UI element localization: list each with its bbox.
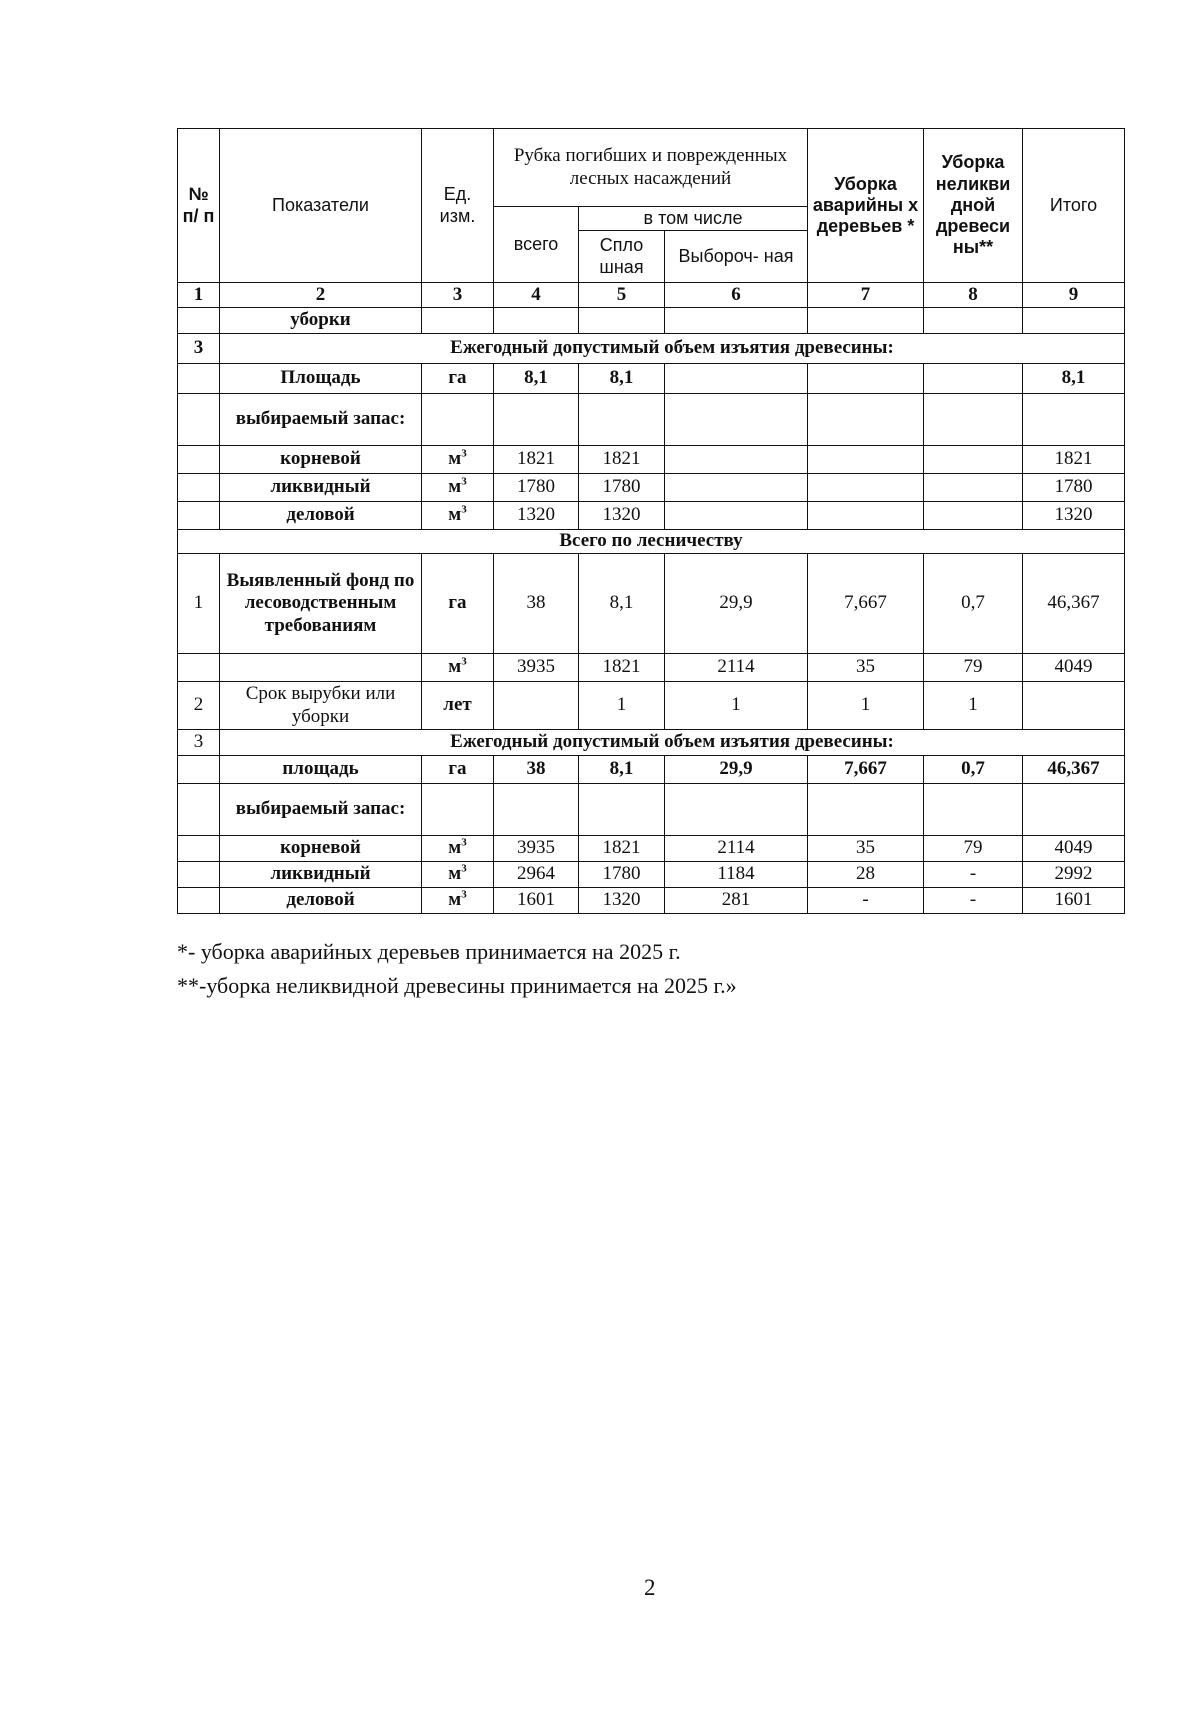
table-row — [178, 474, 1125, 502]
value-emergency: 35 — [808, 836, 924, 862]
value-total: 46,367 — [1023, 756, 1125, 784]
unit-cell: $м^3$ — [422, 654, 494, 682]
row-label: уборки — [220, 308, 422, 334]
value-clear: 1780 — [579, 862, 665, 888]
table-row — [178, 756, 1125, 784]
header-col-felling: Рубка погибших и поврежденных лесных насаждений — [494, 129, 808, 207]
index-cell: 8 — [924, 283, 1023, 308]
header-col-illiquid: Уборка неликви дной древеси ны** — [924, 129, 1023, 283]
header-col-indicators: Показатели — [220, 129, 422, 283]
value-illiquid: 0,7 — [924, 554, 1023, 654]
value-emergency: 35 — [808, 654, 924, 682]
header-all: всего — [494, 207, 579, 283]
unit-cell: $м^3$ — [422, 888, 494, 914]
value-emergency: 7,667 — [808, 756, 924, 784]
value-selective: 1 — [665, 682, 808, 730]
index-cell: 4 — [494, 283, 579, 308]
header-col-emergency: Уборка аварийны х деревьев * — [808, 129, 924, 283]
table-row — [178, 554, 1125, 654]
index-cell: 2 — [220, 283, 422, 308]
value-total: 8,1 — [1023, 364, 1125, 394]
value-clear: 1821 — [579, 836, 665, 862]
value-illiquid: 79 — [924, 654, 1023, 682]
value-clear: 1320 — [579, 502, 665, 530]
header-col-unit: Ед. изм. — [422, 129, 494, 283]
header-selective: Выбороч- ная — [665, 231, 808, 283]
value-clear: 1320 — [579, 888, 665, 914]
row-label: площадь — [220, 756, 422, 784]
row-label: деловой — [220, 502, 422, 530]
footnotes — [177, 935, 737, 1003]
value-emergency: - — [808, 888, 924, 914]
value-clear: 8,1 — [579, 554, 665, 654]
value-all: 38 — [494, 756, 579, 784]
value-clear: 1821 — [579, 654, 665, 682]
table-row — [178, 784, 1125, 836]
value-total: 1601 — [1023, 888, 1125, 914]
index-cell: 3 — [422, 283, 494, 308]
index-cell: 7 — [808, 283, 924, 308]
section-title: Ежегодный допустимый объем изъятия древесины: — [220, 730, 1125, 756]
section-number: 3 — [178, 730, 220, 756]
forest-report-table — [177, 128, 1125, 914]
value-emergency: 1 — [808, 682, 924, 730]
value-all: 1821 — [494, 446, 579, 474]
value-all: 1320 — [494, 502, 579, 530]
row-number: 1 — [178, 554, 220, 654]
value-total: 2992 — [1023, 862, 1125, 888]
unit-cell: $м^3$ — [422, 502, 494, 530]
unit-cell: га — [422, 756, 494, 784]
header-clear: Спло шная — [579, 231, 665, 283]
value-illiquid: 1 — [924, 682, 1023, 730]
table-row — [178, 446, 1125, 474]
header-incl: в том числе — [579, 207, 808, 231]
section-title: Ежегодный допустимый объем изъятия древесины: — [220, 334, 1125, 364]
table-row — [178, 888, 1125, 914]
row-label: ликвидный — [220, 474, 422, 502]
value-all: 3935 — [494, 654, 579, 682]
value-total: 1821 — [1023, 446, 1125, 474]
value-clear: 8,1 — [579, 756, 665, 784]
table-row — [178, 364, 1125, 394]
page-number: 2 — [644, 1575, 656, 1600]
table-row — [178, 682, 1125, 730]
value-total: 1320 — [1023, 502, 1125, 530]
header-col-total: Итого — [1023, 129, 1125, 283]
unit-cell: га — [422, 554, 494, 654]
value-emergency: 28 — [808, 862, 924, 888]
value-clear: 8,1 — [579, 364, 665, 394]
value-all: 1780 — [494, 474, 579, 502]
unit-cell: га — [422, 364, 494, 394]
unit-cell: $м^3$ — [422, 862, 494, 888]
index-cell: 6 — [665, 283, 808, 308]
table-row — [178, 502, 1125, 530]
table-row — [178, 308, 1125, 334]
value-selective: 29,9 — [665, 554, 808, 654]
value-clear: 1 — [579, 682, 665, 730]
unit-cell: $м^3$ — [422, 836, 494, 862]
value-all: 3935 — [494, 836, 579, 862]
table-row — [178, 654, 1125, 682]
row-label: корневой — [220, 836, 422, 862]
row-label: деловой — [220, 888, 422, 914]
value-selective: 2114 — [665, 654, 808, 682]
value-illiquid: 0,7 — [924, 756, 1023, 784]
table-row — [178, 862, 1125, 888]
value-total: 4049 — [1023, 836, 1125, 862]
unit-cell: лет — [422, 682, 494, 730]
index-cell: 5 — [579, 283, 665, 308]
footnote-illiquid: **-уборка неликвидной древесины принимается на 2025 г.» — [177, 973, 737, 999]
value-selective: 281 — [665, 888, 808, 914]
value-all: 1601 — [494, 888, 579, 914]
row-label: Срок вырубки или уборки — [220, 682, 422, 730]
value-illiquid: 79 — [924, 836, 1023, 862]
value-selective: 2114 — [665, 836, 808, 862]
value-selective: 29,9 — [665, 756, 808, 784]
value-all: 38 — [494, 554, 579, 654]
table-row — [178, 394, 1125, 446]
value-selective: 1184 — [665, 862, 808, 888]
value-clear: 1780 — [579, 474, 665, 502]
value-total: 4049 — [1023, 654, 1125, 682]
value-clear: 1821 — [579, 446, 665, 474]
value-total: 46,367 — [1023, 554, 1125, 654]
row-label: корневой — [220, 446, 422, 474]
value-emergency: 7,667 — [808, 554, 924, 654]
row-label: Выявленный фонд по лесоводственным требованиям — [220, 554, 422, 654]
row-label: Площадь — [220, 364, 422, 394]
footnote-emergency: *- уборка аварийных деревьев принимается на 2025 г. — [177, 939, 681, 964]
section-number: 3 — [178, 334, 220, 364]
index-cell: 1 — [178, 283, 220, 308]
row-number: 2 — [178, 682, 220, 730]
value-illiquid: - — [924, 862, 1023, 888]
index-cell: 9 — [1023, 283, 1125, 308]
forestry-total-heading: Всего по лесничеству — [178, 530, 1125, 554]
header-col-no: № п/ п — [178, 129, 220, 283]
row-label: выбираемый запас: — [220, 784, 422, 836]
table-row — [178, 836, 1125, 862]
value-all: 2964 — [494, 862, 579, 888]
value-illiquid: - — [924, 888, 1023, 914]
value-all: 8,1 — [494, 364, 579, 394]
value-total: 1780 — [1023, 474, 1125, 502]
row-label: выбираемый запас: — [220, 394, 422, 446]
unit-cell: $м^3$ — [422, 474, 494, 502]
row-label: ликвидный — [220, 862, 422, 888]
unit-cell: $м^3$ — [422, 446, 494, 474]
